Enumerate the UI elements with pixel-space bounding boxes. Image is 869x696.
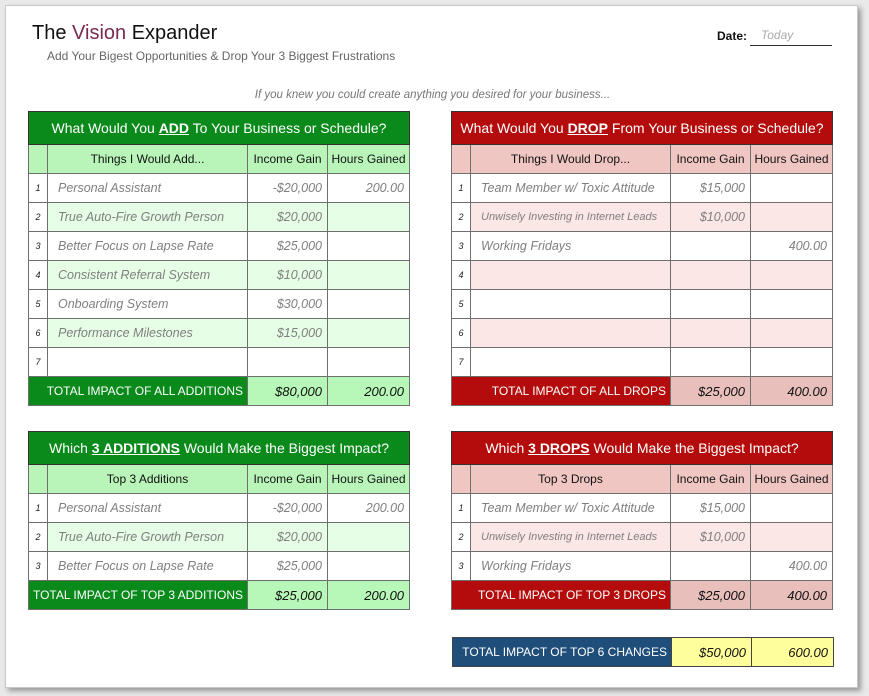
- hours-cell[interactable]: [328, 319, 410, 348]
- table-row: [452, 203, 833, 232]
- drop-table-title: What Would You DROP From Your Business or Schedule?: [452, 112, 833, 145]
- total-income: $25,000: [248, 581, 328, 610]
- col-header-item: Top 3 Drops: [471, 465, 671, 494]
- income-cell[interactable]: $20,000: [248, 523, 328, 552]
- col-header-item: Top 3 Additions: [48, 465, 248, 494]
- income-cell[interactable]: [671, 232, 751, 261]
- row-number-header: [452, 465, 471, 494]
- table-row: [452, 552, 833, 581]
- top-additions-title: Which 3 ADDITIONS Would Make the Biggest Impact?: [29, 432, 410, 465]
- top-drops-table: [451, 431, 833, 610]
- hours-cell[interactable]: [328, 203, 410, 232]
- income-cell[interactable]: -$20,000: [248, 174, 328, 203]
- top-drops-total-row: [452, 581, 833, 610]
- add-table-column-headers: [29, 145, 410, 174]
- row-number: 3: [452, 232, 471, 261]
- top-drops-column-headers: [452, 465, 833, 494]
- income-cell[interactable]: [671, 261, 751, 290]
- top-additions-table: [28, 431, 410, 610]
- income-cell[interactable]: -$20,000: [248, 494, 328, 523]
- row-number: 1: [29, 174, 48, 203]
- hours-cell[interactable]: [751, 348, 833, 377]
- top-additions-total-row: [29, 581, 410, 610]
- total-label: TOTAL IMPACT OF TOP 3 DROPS: [452, 581, 671, 610]
- income-cell[interactable]: $15,000: [671, 174, 751, 203]
- item-cell[interactable]: True Auto-Fire Growth Person: [48, 203, 248, 232]
- drop-table-header: [452, 112, 833, 145]
- item-cell[interactable]: Better Focus on Lapse Rate: [48, 552, 248, 581]
- income-cell[interactable]: [671, 290, 751, 319]
- add-table-header: [29, 112, 410, 145]
- date-label: Date:: [717, 29, 748, 43]
- total-hours: 400.00: [751, 377, 833, 406]
- total-income: $25,000: [671, 581, 751, 610]
- row-number: 4: [29, 261, 48, 290]
- page-title: The Vision Expander: [32, 22, 218, 44]
- row-number: 1: [452, 174, 471, 203]
- row-number-header: [29, 465, 48, 494]
- income-cell[interactable]: $10,000: [248, 261, 328, 290]
- col-header-hours: Hours Gained: [328, 465, 410, 494]
- table-row: [452, 290, 833, 319]
- hours-cell[interactable]: 200.00: [328, 174, 410, 203]
- item-cell[interactable]: Consistent Referral System: [48, 261, 248, 290]
- hours-cell[interactable]: [751, 319, 833, 348]
- add-table-total-row: [29, 377, 410, 406]
- item-cell[interactable]: Working Fridays: [471, 552, 671, 581]
- drop-table-column-headers: [452, 145, 833, 174]
- item-cell[interactable]: Team Member w/ Toxic Attitude: [471, 174, 671, 203]
- table-row: [452, 174, 833, 203]
- row-number: 5: [452, 290, 471, 319]
- row-number-header: [452, 145, 471, 174]
- row-number: 1: [452, 494, 471, 523]
- hours-cell[interactable]: [328, 232, 410, 261]
- item-cell[interactable]: Working Fridays: [471, 232, 671, 261]
- income-cell[interactable]: $25,000: [248, 552, 328, 581]
- hours-cell[interactable]: [751, 523, 833, 552]
- row-number: 6: [452, 319, 471, 348]
- income-cell[interactable]: $25,000: [248, 232, 328, 261]
- hours-cell[interactable]: [751, 203, 833, 232]
- add-table: [28, 111, 410, 406]
- overall-total-income: $50,000: [672, 638, 752, 667]
- total-label: TOTAL IMPACT OF ALL ADDITIONS: [29, 377, 248, 406]
- hours-cell[interactable]: [751, 174, 833, 203]
- row-number: 2: [29, 523, 48, 552]
- hours-cell[interactable]: 200.00: [328, 494, 410, 523]
- page-subtitle: Add Your Bigest Opportunities & Drop Your 3 Biggest Frustrations: [47, 49, 396, 63]
- total-income: $80,000: [248, 377, 328, 406]
- total-hours: 400.00: [751, 581, 833, 610]
- total-label: TOTAL IMPACT OF ALL DROPS: [452, 377, 671, 406]
- table-row: [452, 494, 833, 523]
- top-additions-header: [29, 432, 410, 465]
- hours-cell[interactable]: [751, 494, 833, 523]
- row-number: 3: [29, 552, 48, 581]
- item-cell[interactable]: Team Member w/ Toxic Attitude: [471, 494, 671, 523]
- item-cell[interactable]: Onboarding System: [48, 290, 248, 319]
- hours-cell[interactable]: [328, 348, 410, 377]
- row-number: 2: [452, 523, 471, 552]
- col-header-hours: Hours Gained: [751, 465, 833, 494]
- item-cell[interactable]: Personal Assistant: [48, 174, 248, 203]
- income-cell[interactable]: $15,000: [248, 319, 328, 348]
- row-number: 2: [29, 203, 48, 232]
- worksheet-page: [5, 5, 858, 688]
- overall-total-label: TOTAL IMPACT OF TOP 6 CHANGES: [453, 638, 672, 667]
- income-cell[interactable]: [671, 319, 751, 348]
- income-cell[interactable]: [671, 348, 751, 377]
- row-number: 7: [29, 348, 48, 377]
- date-field[interactable]: Today: [750, 26, 832, 46]
- table-row: [452, 319, 833, 348]
- row-number: 7: [452, 348, 471, 377]
- row-number: 6: [29, 319, 48, 348]
- total-income: $25,000: [671, 377, 751, 406]
- row-number-header: [29, 145, 48, 174]
- table-row: [29, 174, 410, 203]
- row-number: 2: [452, 203, 471, 232]
- row-number: 1: [29, 494, 48, 523]
- col-header-income: Income Gain: [248, 145, 328, 174]
- row-number: 4: [452, 261, 471, 290]
- item-cell[interactable]: [48, 348, 248, 377]
- table-row: [29, 261, 410, 290]
- item-cell[interactable]: [471, 261, 671, 290]
- drop-table-total-row: [452, 377, 833, 406]
- total-hours: 200.00: [328, 581, 410, 610]
- hours-cell[interactable]: 400.00: [751, 552, 833, 581]
- table-row: [29, 232, 410, 261]
- table-row: [452, 348, 833, 377]
- col-header-income: Income Gain: [248, 465, 328, 494]
- income-cell[interactable]: $15,000: [671, 494, 751, 523]
- item-cell[interactable]: Unwisely Investing in Internet Leads: [471, 523, 671, 552]
- overall-total-table: [452, 637, 834, 667]
- table-row: [452, 523, 833, 552]
- item-cell[interactable]: Personal Assistant: [48, 494, 248, 523]
- top-drops-header: [452, 432, 833, 465]
- table-row: [452, 261, 833, 290]
- hours-cell[interactable]: [328, 261, 410, 290]
- income-cell[interactable]: $10,000: [671, 203, 751, 232]
- hours-cell[interactable]: [328, 523, 410, 552]
- total-hours: 200.00: [328, 377, 410, 406]
- hours-cell[interactable]: [751, 290, 833, 319]
- row-number: 5: [29, 290, 48, 319]
- prompt-text: If you knew you could create anything you desired for your business...: [254, 89, 611, 101]
- item-cell[interactable]: Performance Milestones: [48, 319, 248, 348]
- top-drops-title: Which 3 DROPS Would Make the Biggest Impact?: [452, 432, 833, 465]
- table-row: [29, 319, 410, 348]
- col-header-hours: Hours Gained: [751, 145, 833, 174]
- income-cell[interactable]: [671, 552, 751, 581]
- item-cell[interactable]: True Auto-Fire Growth Person: [48, 523, 248, 552]
- row-number: 3: [29, 232, 48, 261]
- add-table-title: What Would You ADD To Your Business or Schedule?: [29, 112, 410, 145]
- table-row: [29, 203, 410, 232]
- income-cell[interactable]: $10,000: [671, 523, 751, 552]
- col-header-item: Things I Would Add...: [48, 145, 248, 174]
- income-cell[interactable]: $30,000: [248, 290, 328, 319]
- overall-total-hours: 600.00: [752, 638, 834, 667]
- table-row: [29, 348, 410, 377]
- col-header-income: Income Gain: [671, 145, 751, 174]
- hours-cell[interactable]: [328, 290, 410, 319]
- table-row: [29, 290, 410, 319]
- item-cell[interactable]: [471, 348, 671, 377]
- table-row: [452, 232, 833, 261]
- row-number: 3: [452, 552, 471, 581]
- table-row: [29, 494, 410, 523]
- drop-table: [451, 111, 833, 406]
- col-header-item: Things I Would Drop...: [471, 145, 671, 174]
- total-label: TOTAL IMPACT OF TOP 3 ADDITIONS: [29, 581, 248, 610]
- item-cell[interactable]: Unwisely Investing in Internet Leads: [471, 203, 671, 232]
- income-cell[interactable]: $20,000: [248, 203, 328, 232]
- item-cell[interactable]: Better Focus on Lapse Rate: [48, 232, 248, 261]
- col-header-income: Income Gain: [671, 465, 751, 494]
- item-cell[interactable]: [471, 319, 671, 348]
- hours-cell[interactable]: [751, 261, 833, 290]
- table-row: [29, 552, 410, 581]
- top-additions-column-headers: [29, 465, 410, 494]
- hours-cell[interactable]: [328, 552, 410, 581]
- overall-total-row: [453, 638, 834, 667]
- hours-cell[interactable]: 400.00: [751, 232, 833, 261]
- income-cell[interactable]: [248, 348, 328, 377]
- item-cell[interactable]: [471, 290, 671, 319]
- col-header-hours: Hours Gained: [328, 145, 410, 174]
- table-row: [29, 523, 410, 552]
